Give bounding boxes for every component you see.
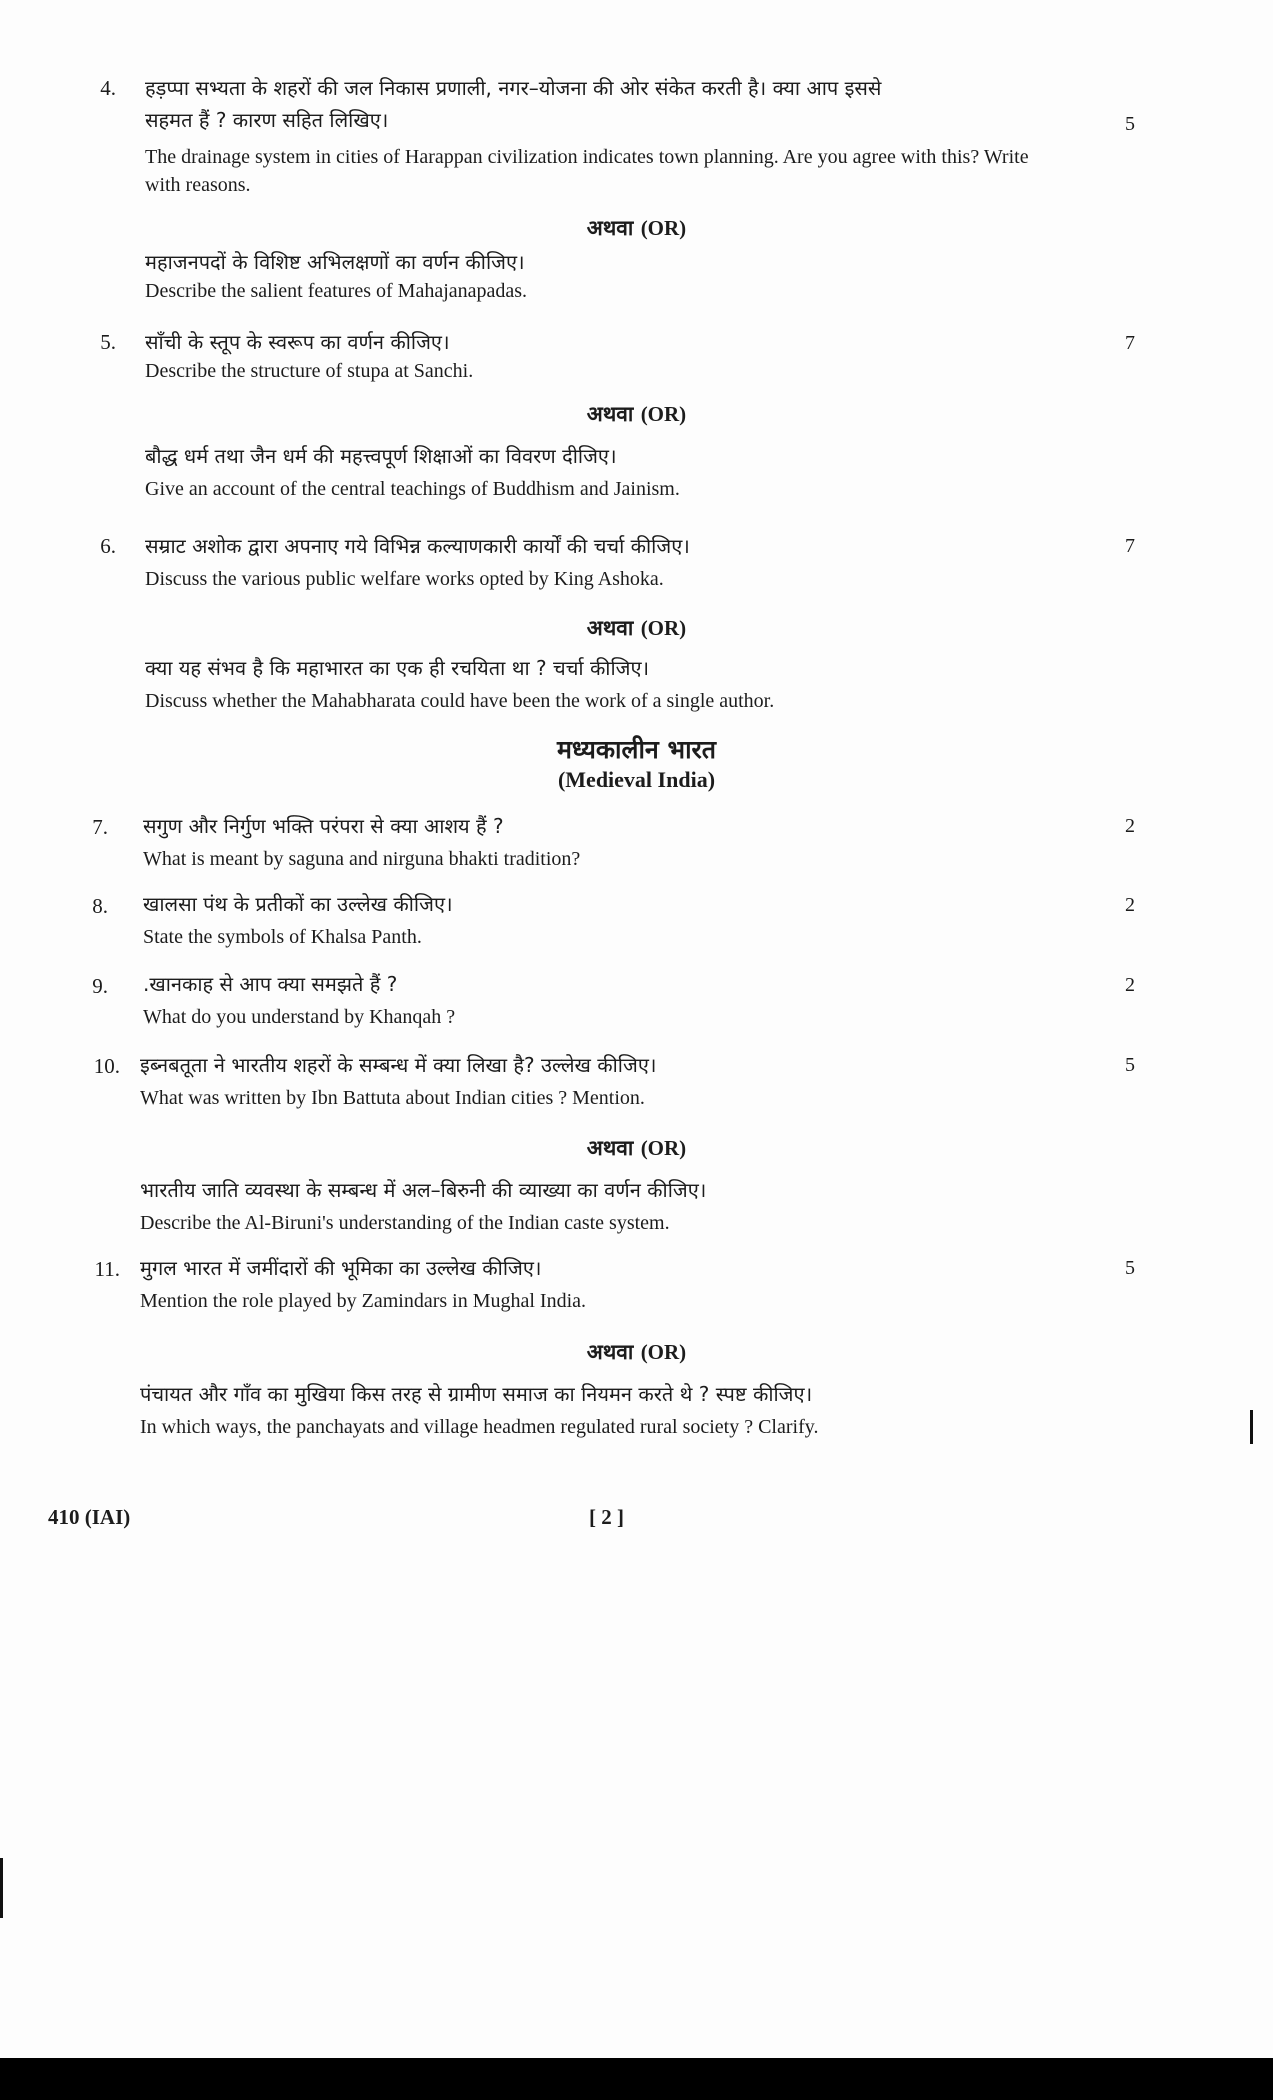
alternative-text-english: In which ways, the panchayats and village headmen regulated rural society ? Clarify. — [140, 1416, 819, 1438]
or-heading — [0, 400, 1273, 428]
question-text-english: What is meant by saguna and nirguna bhakti tradition? — [143, 848, 581, 870]
or-label-english: (OR) — [640, 402, 687, 426]
or-label-hindi: अथवा — [586, 216, 634, 240]
question-text-english: Describe the structure of stupa at Sanchi. — [145, 360, 474, 382]
or-label-hindi: अथवा — [586, 616, 634, 640]
question-text-hindi: खालसा पंथ के प्रतीकों का उल्लेख कीजिए। — [143, 892, 453, 916]
question-text-hindi-cont: सहमत हैं ? कारण सहित लिखिए। — [145, 108, 389, 132]
question-text-english-cont: with reasons. — [145, 174, 251, 196]
question-text-english: Discuss the various public welfare works opted by King Ashoka. — [145, 568, 664, 590]
question-marks: 2 — [1125, 894, 1135, 916]
question-text-english: What do you understand by Khanqah ? — [143, 1006, 456, 1028]
or-label-hindi: अथवा — [586, 1340, 634, 1364]
alternative-text-hindi: भारतीय जाति व्यवस्था के सम्बन्ध में अल–बिरुनी की व्याख्या का वर्णन कीजिए। — [140, 1178, 707, 1202]
paper-code: 410 (IAI) — [48, 1505, 131, 1529]
or-label-english: (OR) — [640, 1340, 687, 1364]
question-number: 8. — [92, 894, 108, 918]
or-label-english: (OR) — [640, 216, 687, 240]
question-number: 5. — [100, 330, 116, 354]
or-heading — [0, 614, 1273, 642]
alternative-text-english: Give an account of the central teachings of Buddhism and Jainism. — [145, 478, 680, 500]
alternative-text-english: Discuss whether the Mahabharata could have been the work of a single author. — [145, 690, 775, 712]
page-number: [ 2 ] — [589, 1505, 624, 1529]
alternative-text-english: Describe the Al-Biruni's understanding of the Indian caste system. — [140, 1212, 670, 1234]
question-number: 4. — [100, 76, 116, 100]
question-marks: 5 — [1125, 1257, 1135, 1279]
question-text-english: Mention the role played by Zamindars in Mughal India. — [140, 1290, 587, 1312]
question-marks: 5 — [1125, 1054, 1135, 1076]
alternative-text-hindi: पंचायत और गाँव का मुखिया किस तरह से ग्रामीण समाज का नियमन करते थे ? स्पष्ट कीजिए। — [140, 1382, 813, 1406]
question-marks: 5 — [1125, 113, 1135, 135]
question-number: 7. — [92, 815, 108, 839]
question-marks: 7 — [1125, 332, 1135, 354]
alternative-text-hindi: महाजनपदों के विशिष्ट अभिलक्षणों का वर्णन कीजिए। — [145, 250, 525, 274]
or-heading — [0, 1338, 1273, 1366]
scan-mark — [0, 1858, 3, 1918]
section-title-english: (Medieval India) — [557, 767, 716, 792]
question-text-english: State the symbols of Khalsa Panth. — [143, 926, 422, 948]
question-text-hindi: मुगल भारत में जमींदारों की भूमिका का उल्लेख कीजिए। — [140, 1256, 542, 1280]
alternative-text-english: Describe the salient features of Mahajanapadas. — [145, 280, 528, 302]
alternative-text-hindi: क्या यह संभव है कि महाभारत का एक ही रचयिता था ? चर्चा कीजिए। — [145, 656, 650, 680]
question-number: 11. — [94, 1257, 120, 1281]
question-text-hindi: .खानकाह से आप क्या समझते हैं ? — [143, 972, 398, 996]
question-number: 10. — [93, 1054, 120, 1078]
section-title-hindi: मध्यकालीन भारत — [556, 735, 717, 764]
question-marks: 7 — [1125, 535, 1135, 557]
or-label-hindi: अथवा — [586, 1136, 634, 1160]
question-marks: 2 — [1125, 974, 1135, 996]
question-text-hindi: इब्नबतूता ने भारतीय शहरों के सम्बन्ध में क्या लिखा है? उल्लेख कीजिए। — [140, 1053, 657, 1077]
scan-mark — [1250, 1410, 1253, 1444]
question-number: 9. — [92, 974, 108, 998]
alternative-text-hindi: बौद्ध धर्म तथा जैन धर्म की महत्त्वपूर्ण शिक्षाओं का विवरण दीजिए। — [145, 444, 617, 468]
or-heading — [0, 1134, 1273, 1162]
or-heading — [0, 214, 1273, 242]
question-text-english: What was written by Ibn Battuta about Indian cities ? Mention. — [140, 1087, 645, 1109]
or-label-hindi: अथवा — [586, 402, 634, 426]
question-number: 6. — [100, 534, 116, 558]
question-text-hindi: साँची के स्तूप के स्वरूप का वर्णन कीजिए। — [145, 330, 450, 354]
question-text-hindi: सगुण और निर्गुण भक्ति परंपरा से क्या आशय हैं ? — [143, 814, 504, 838]
scan-border — [0, 2058, 1273, 2100]
question-marks: 2 — [1125, 815, 1135, 837]
question-text-english: The drainage system in cities of Harappan civilization indicates town planning. Are you agree with this? Write — [145, 146, 1029, 168]
question-text-hindi: सम्राट अशोक द्वारा अपनाए गये विभिन्न कल्याणकारी कार्यों की चर्चा कीजिए। — [145, 534, 690, 558]
question-text-hindi: हड़प्पा सभ्यता के शहरों की जल निकास प्रणाली, नगर–योजना की ओर संकेत करती है। क्या आप इससे — [145, 76, 882, 100]
or-label-english: (OR) — [640, 616, 687, 640]
or-label-english: (OR) — [640, 1136, 687, 1160]
